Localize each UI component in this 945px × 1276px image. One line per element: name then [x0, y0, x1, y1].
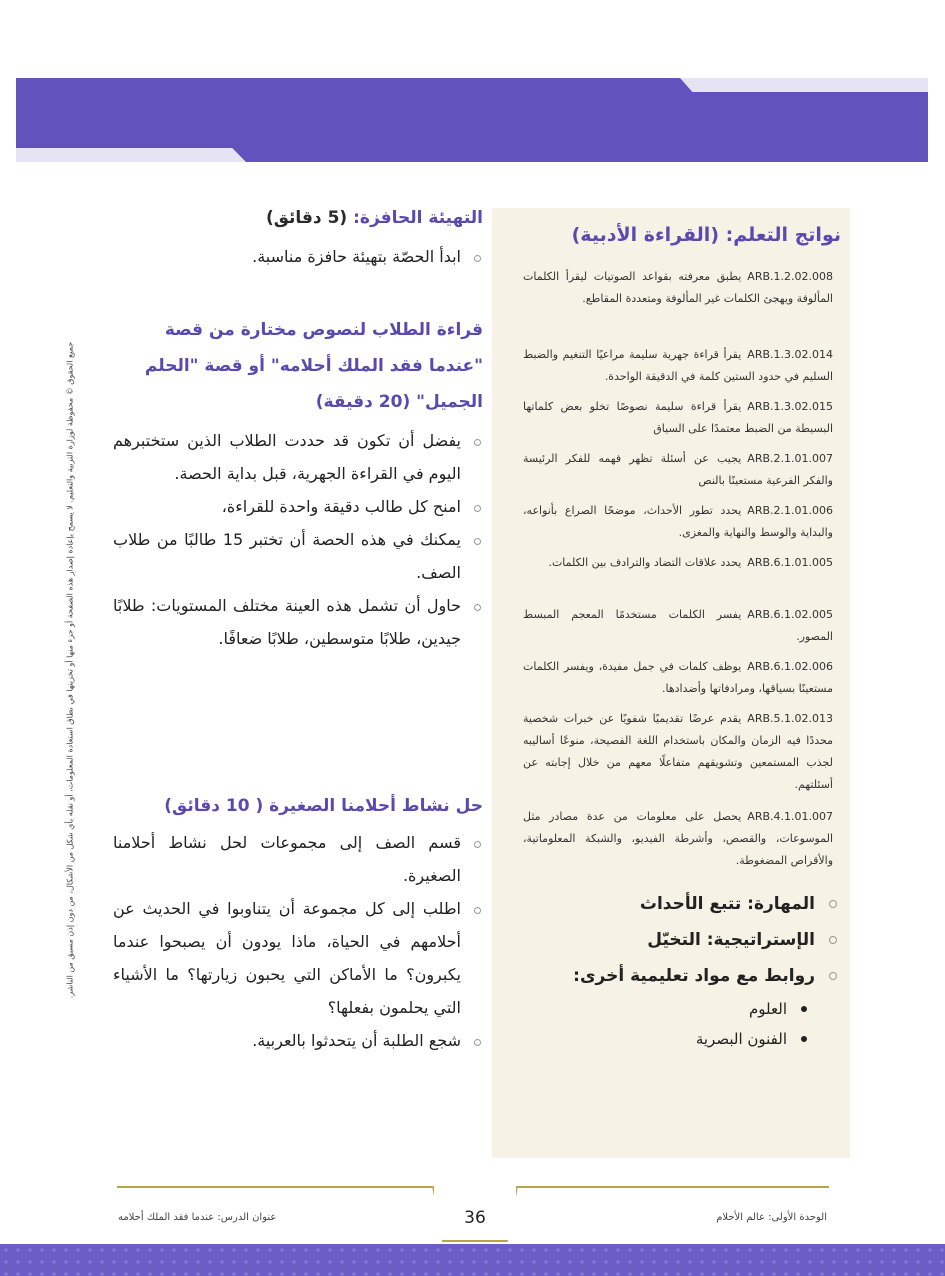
outcome-item: ARB.6.1.02.005يفسر الكلمات مستخدمًا المعجم المبسط المصور. [523, 608, 833, 643]
skill-row: المهارة: تتبع الأحداث [517, 886, 837, 922]
bullet-ring-icon [474, 841, 481, 848]
bullet-ring-icon [474, 604, 481, 611]
outcome-item: ARB.6.1.01.005يحدد علاقات التضاد والترادف بين الكلمات. [548, 556, 833, 569]
warmup-heading: التهيئة الحافزة: (5 دقائق) [265, 208, 483, 228]
outcome-item: ARB.1.3.02.015يقرأ قراءة سليمة نصوصًا تخلو بعض كلماتها البسيطة من الضبط معتمدًا على السياق [523, 400, 833, 435]
list-item: يفضل أن تكون قد حددت الطلاب الذين ستختبرهم اليوم في القراءة الجهرية، قبل بداية الحصة. [113, 424, 483, 490]
outcome-item: ARB.2.1.01.006يحدد تطور الأحداث، موضحًا الصراع بأنواعه، والبداية والوسط والنهاية والمغزى. [523, 504, 833, 539]
links-title-row: روابط مع مواد تعليمية أخرى: [517, 958, 837, 994]
banner-decoration-bottom [16, 148, 246, 162]
outcome-item: ARB.6.1.02.006يوظف كلمات في جمل مفيدة، ويفسر الكلمات مستعينًا بسياقها، ومرادفاتها وأضدادها. [523, 660, 833, 695]
list-item: ابدأ الحصّة بتهيئة حافزة مناسبة. [113, 240, 483, 273]
outcome-item: ARB.2.1.01.007يجيب عن أسئلة تظهر فهمه للفكر الرئيسة والفكر الفرعية مستعينًا بالنص [523, 452, 833, 487]
page-number: 36 [464, 1208, 486, 1228]
link-item: الفنون البصرية [517, 1024, 837, 1054]
outcome-item: ARB.1.2.02.008يطبق معرفته بقواعد الصوتيات ليقرأ الكلمات المألوفة ويهجئ الكلمات غير المألوفة ومتعددة المقاطع. [523, 270, 833, 305]
bullet-ring-icon [474, 439, 481, 446]
list-item: يمكنك في هذه الحصة أن تختبر 15 طالبًا من طلاب الصف. [113, 523, 483, 589]
list-item: شجع الطلبة أن يتحدثوا بالعربية. [113, 1024, 483, 1057]
strategy-row: الإستراتيجية: التخيّل [517, 922, 837, 958]
footer-pattern-band [0, 1244, 945, 1276]
list-item: امنح كل طالب دقيقة واحدة للقراءة، [113, 490, 483, 523]
reading-heading: قراءة الطلاب لنصوص مختارة من قصة "عندما فقد الملك أحلامه" أو قصة "الحلم الجميل" (20 دقيقة) [144, 320, 483, 412]
outcome-item: ARB.1.3.02.014يقرأ قراءة جهرية سليمة مراعيًا التنغيم والضبط السليم في حدود الستين كلمة في الدقيقة الواحدة. [523, 348, 833, 383]
bullet-ring-icon [829, 972, 837, 980]
bullet-dot-icon [801, 1006, 807, 1012]
bullet-ring-icon [829, 900, 837, 908]
warmup-list [113, 240, 483, 273]
bullet-ring-icon [474, 505, 481, 512]
bullet-ring-icon [474, 538, 481, 545]
bullet-ring-icon [474, 907, 481, 914]
outcome-item: ARB.5.1.02.013يقدم عرضًا تقديميًا شفويًا عن خبرات شخصية محددًا فيه الزمان والمكان باستخدام اللغة الفصيحة، منوعًا أساليبه لجذب المستمعين وتشويقهم متفاعلًا معهم من خلال إجابته عن أسئلتهم. [523, 712, 833, 791]
footer-unit: الوحدة الأولى: عالم الأحلام [716, 1212, 827, 1223]
activity-heading: حل نشاط أحلامنا الصغيرة ( 10 دقائق) [164, 796, 483, 816]
list-item: اطلب إلى كل مجموعة أن يتناوبوا في الحديث عن أحلامهم في الحياة، ماذا يودون أن يصبحوا عندما يكبرون؟ ما الأماكن التي يحبون زيارتها؟ ما الأشياء التي يحلمون بفعلها؟ [113, 892, 483, 1024]
link-item: العلوم [517, 994, 837, 1024]
bullet-ring-icon [829, 936, 837, 944]
banner-decoration-top [680, 78, 928, 92]
list-item: حاول أن تشمل هذه العينة مختلف المستويات: طلابًا جيدين، طلابًا متوسطين، طلابًا ضعافًا. [113, 589, 483, 655]
copyright-notice: جميع الحقوق © محفوظة لوزارة التربية والتعليم. لا يسمح بإعادة إصدار هذه الصفحة أو جزء منها أو تخزينها في نطاق استعادة المعلومات، أو نقله بأي شكل من الأشكال، من دون إذن مسبق من الناشر. [65, 341, 75, 999]
bullet-ring-icon [474, 255, 481, 262]
outcome-item: ARB.4.1.01.007يحصل على معلومات من عدة مصادر مثل الموسوعات، والقصص، وأشرطة الفيديو، والشبكة المعلوماتية، والأقراص المضغوطة. [523, 810, 833, 867]
bullet-ring-icon [474, 1039, 481, 1046]
reading-list [113, 424, 483, 655]
bullet-dot-icon [801, 1036, 807, 1042]
outcomes-title: نواتج التعلم: (القراءة الأدبية) [571, 224, 841, 246]
footer-lesson: عنوان الدرس: عندما فقد الملك أحلامه [118, 1212, 277, 1223]
list-item: قسم الصف إلى مجموعات لحل نشاط أحلامنا الصغيرة. [113, 826, 483, 892]
skills-list [517, 886, 837, 1054]
activity-list [113, 826, 483, 1057]
